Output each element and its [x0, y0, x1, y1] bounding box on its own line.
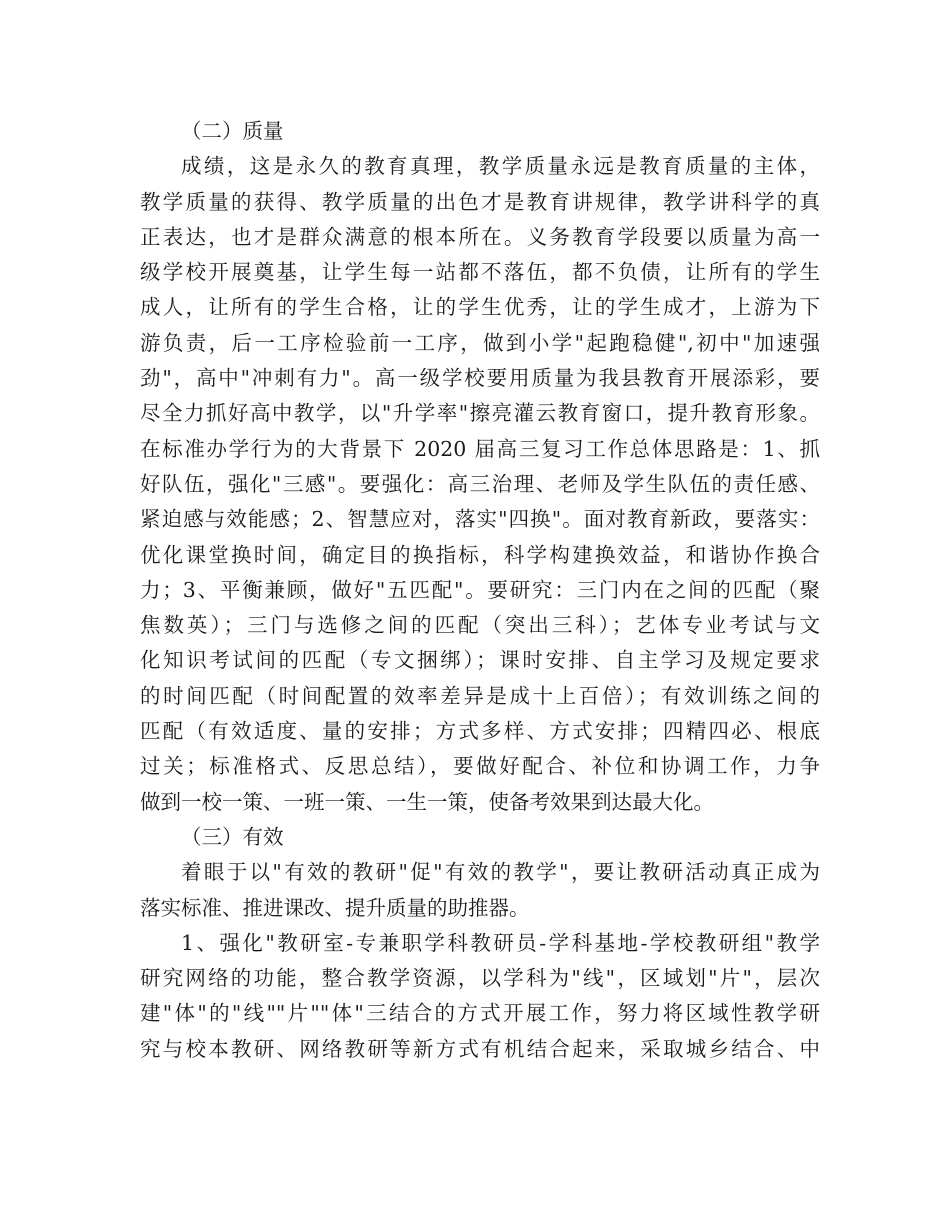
paragraph-line: 落实标准、推进课改、提升质量的助推器。: [140, 895, 530, 920]
paragraph-line: 的时间匹配（时间配置的效率差异是成十上百倍）；有效训练之间的: [140, 683, 820, 708]
paragraph-line: 究与校本教研、网络教研等新方式有机结合起来，采取城乡结合、中: [140, 1036, 820, 1061]
paragraph-line: 好队伍，强化"三感"。要强化：高三治理、老师及学生队伍的责任感、: [140, 471, 820, 496]
paragraph-line: 成绩，这是永久的教育真理，教学质量永远是教育质量的主体，: [181, 154, 820, 179]
paragraph-line: 过关；标准格式、反思总结），要做好配合、补位和协调工作，力争: [140, 754, 820, 779]
paragraph-line: 化知识考试间的匹配（专文捆绑）；课时安排、自主学习及规定要求: [140, 648, 820, 673]
paragraph-line: 研究网络的功能，整合教学资源，以学科为"线"，区域划"片"，层次: [140, 966, 820, 991]
paragraph-line: 匹配（有效适度、量的安排；方式多样、方式安排；四精四必、根底: [140, 719, 820, 744]
paragraph-line: 在标准办学行为的大背景下 2020 届高三复习工作总体思路是：1、抓: [140, 436, 820, 461]
section-heading-quality: （二）质量: [181, 119, 284, 143]
paragraph-line: 焦数英）；三门与选修之间的匹配（突出三科）；艺体专业考试与文: [140, 613, 820, 638]
paragraph-line: 教学质量的获得、教学质量的出色才是教育讲规律，教学讲科学的真: [140, 189, 820, 214]
paragraph-line: 优化课堂换时间，确定目的换指标，科学构建换效益，和谐协作换合: [140, 542, 820, 567]
paragraph-line: 劲"，高中"冲刺有力"。高一级学校要用质量为我县教育开展添彩，要: [140, 366, 820, 391]
paragraph-line: 正表达，也才是群众满意的根本所在。义务教育学段要以质量为高一: [140, 224, 820, 249]
paragraph-line: 1、强化"教研室-专兼职学科教研员-学科基地-学校教研组"教学: [181, 930, 820, 955]
paragraph-line: 力；3、平衡兼顾，做好"五匹配"。要研究：三门内在之间的匹配（聚: [140, 577, 820, 602]
paragraph-line: 建"体"的"线""片""体"三结合的方式开展工作，努力将区域性教学研: [140, 1001, 820, 1026]
paragraph-line: 紧迫感与效能感；2、智慧应对，落实"四换"。面对教育新政，要落实：: [140, 507, 820, 532]
document-body: [140, 114, 820, 1067]
paragraph-line: 级学校开展奠基，让学生每一站都不落伍，都不负债，让所有的学生: [140, 260, 820, 285]
paragraph-line: 游负责，后一工序检验前一工序，做到小学"起跑稳健",初中"加速强: [140, 330, 820, 355]
section-heading-effective: （三）有效: [181, 824, 284, 849]
paragraph-line: 着眼于以"有效的教研"促"有效的教学"，要让教研活动真正成为: [181, 860, 820, 885]
paragraph-line: 尽全力抓好高中教学，以"升学率"擦亮灌云教育窗口，提升教育形象。: [140, 401, 820, 426]
paragraph-line: 做到一校一策、一班一策、一生一策，使备考效果到达最大化。: [140, 789, 714, 814]
paragraph-line: 成人，让所有的学生合格，让的学生优秀，让的学生成才，上游为下: [140, 295, 820, 320]
